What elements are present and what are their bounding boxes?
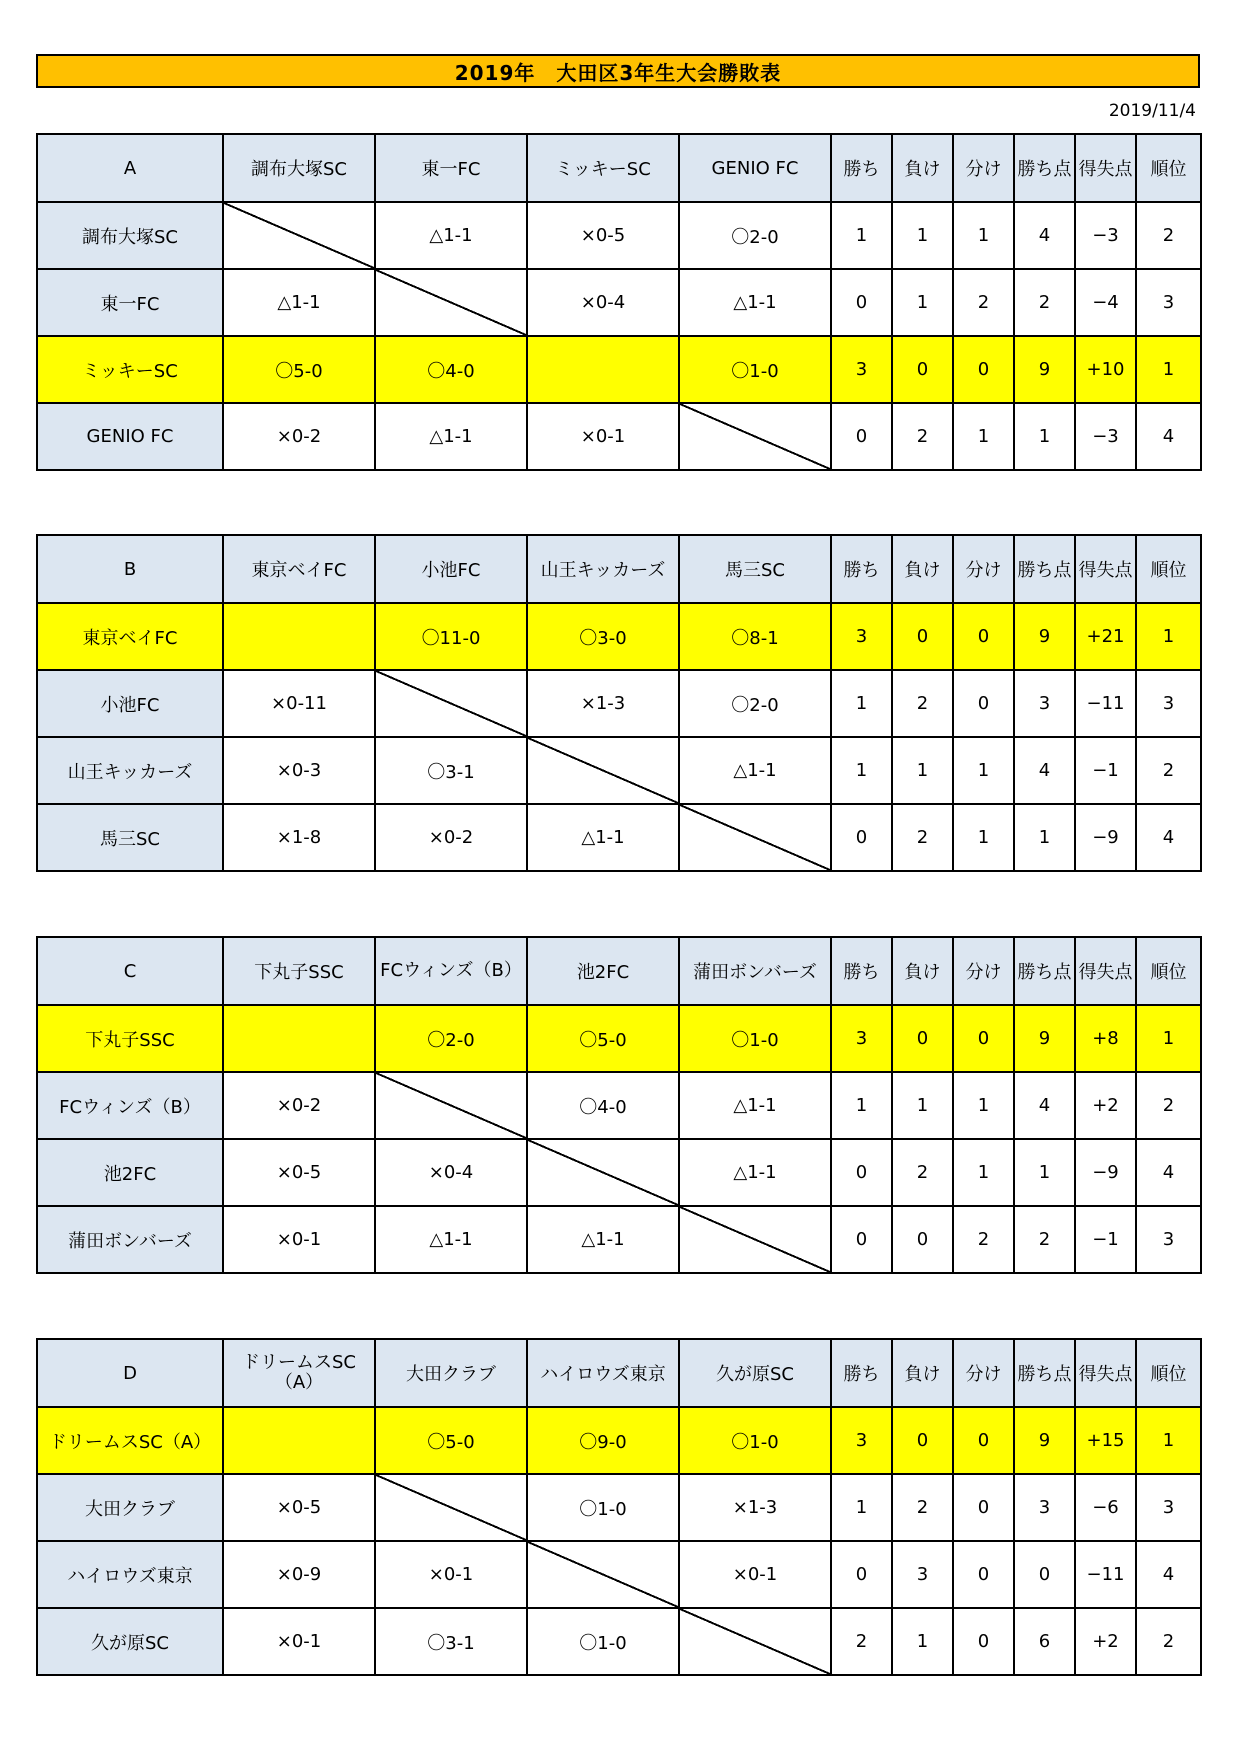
diagonal-cell (223, 1005, 375, 1072)
stat-value: 9 (1014, 336, 1075, 403)
stat-value: −9 (1075, 1139, 1136, 1206)
table-row (37, 603, 1201, 670)
match-result: 〇2-0 (375, 1005, 527, 1072)
stat-value: 0 (831, 1541, 892, 1608)
stat-value: 1 (831, 1072, 892, 1139)
stat-value: 0 (831, 804, 892, 871)
stat-value: +8 (1075, 1005, 1136, 1072)
row-team-name: 調布大塚SC (37, 202, 223, 269)
stat-value: 0 (831, 1139, 892, 1206)
table-row (37, 1474, 1201, 1541)
stat-value: 3 (831, 1407, 892, 1474)
stat-value: 0 (953, 603, 1014, 670)
row-team-name: 山王キッカーズ (37, 737, 223, 804)
column-team-header: 大田クラブ (375, 1339, 527, 1407)
stat-value: +10 (1075, 336, 1136, 403)
stat-header: 順位 (1136, 134, 1201, 202)
column-team-header: 馬三SC (679, 535, 831, 603)
stat-value: −1 (1075, 1206, 1136, 1273)
stat-value: 2 (892, 670, 953, 737)
stat-value: 0 (892, 336, 953, 403)
stat-value: 1 (953, 804, 1014, 871)
page-title: 2019年 大田区3年生大会勝敗表 (36, 54, 1200, 88)
stat-value: 1 (1136, 1407, 1201, 1474)
column-team-header: 久が原SC (679, 1339, 831, 1407)
stat-value: −11 (1075, 1541, 1136, 1608)
column-team-header: ミッキーSC (527, 134, 679, 202)
stat-header: 得失点 (1075, 134, 1136, 202)
league-table-c (36, 936, 1202, 1274)
diagonal-cell (375, 1072, 527, 1139)
diagonal-cell (527, 1139, 679, 1206)
stat-header: 勝ち (831, 535, 892, 603)
group-label: B (37, 535, 223, 603)
stat-value: 3 (831, 1005, 892, 1072)
match-result: △1-1 (679, 737, 831, 804)
match-result: ×0-2 (375, 804, 527, 871)
group-label: A (37, 134, 223, 202)
stat-header: 分け (953, 937, 1014, 1005)
row-team-name: ドリームスSC（A） (37, 1407, 223, 1474)
column-team-header: 調布大塚SC (223, 134, 375, 202)
stat-header: 負け (892, 134, 953, 202)
match-result: 〇5-0 (375, 1407, 527, 1474)
diagonal-cell (223, 1407, 375, 1474)
stat-value: 9 (1014, 603, 1075, 670)
stat-header: 分け (953, 1339, 1014, 1407)
diagonal-cell (679, 804, 831, 871)
stat-value: 1 (831, 737, 892, 804)
stat-value: 0 (1014, 1541, 1075, 1608)
table-row (37, 670, 1201, 737)
stat-header: 勝ち点 (1014, 937, 1075, 1005)
row-team-name: 東京ベイFC (37, 603, 223, 670)
diagonal-cell (527, 336, 679, 403)
stat-header: 順位 (1136, 1339, 1201, 1407)
stat-value: −9 (1075, 804, 1136, 871)
group-label: C (37, 937, 223, 1005)
stat-value: 0 (953, 336, 1014, 403)
table-row (37, 336, 1201, 403)
stat-value: 1 (953, 202, 1014, 269)
match-result: △1-1 (527, 1206, 679, 1273)
table-row (37, 1206, 1201, 1273)
stat-value: 0 (892, 1206, 953, 1273)
stat-value: 4 (1136, 403, 1201, 470)
table-row (37, 1139, 1201, 1206)
stat-value: 9 (1014, 1407, 1075, 1474)
match-result: ×1-3 (679, 1474, 831, 1541)
stat-value: 3 (1014, 670, 1075, 737)
diagonal-cell (527, 1541, 679, 1608)
table-row (37, 804, 1201, 871)
match-result: ×0-1 (223, 1608, 375, 1675)
column-team-header: FCウィンズ（B） (375, 937, 527, 1005)
stat-value: 2 (1136, 1072, 1201, 1139)
stat-value: 2 (1014, 1206, 1075, 1273)
match-result: △1-1 (375, 403, 527, 470)
column-team-header: 東京ベイFC (223, 535, 375, 603)
row-team-name: 東一FC (37, 269, 223, 336)
match-result: 〇3-1 (375, 737, 527, 804)
stat-value: 0 (953, 1608, 1014, 1675)
diagonal-cell (375, 670, 527, 737)
stat-value: 2 (1136, 737, 1201, 804)
stat-value: 1 (831, 1474, 892, 1541)
stat-value: 4 (1014, 737, 1075, 804)
match-result: 〇2-0 (679, 202, 831, 269)
table-row (37, 1407, 1201, 1474)
match-result: ×0-4 (375, 1139, 527, 1206)
stat-value: 1 (831, 670, 892, 737)
stat-value: +15 (1075, 1407, 1136, 1474)
stat-header: 勝ち点 (1014, 1339, 1075, 1407)
match-result: 〇1-0 (679, 1407, 831, 1474)
stat-header: 勝ち (831, 134, 892, 202)
stat-header: 負け (892, 535, 953, 603)
row-team-name: 大田クラブ (37, 1474, 223, 1541)
stat-header: 勝ち点 (1014, 134, 1075, 202)
match-result: 〇5-0 (527, 1005, 679, 1072)
match-result: 〇11-0 (375, 603, 527, 670)
row-team-name: GENIO FC (37, 403, 223, 470)
match-result: △1-1 (375, 1206, 527, 1273)
stat-value: 1 (1136, 336, 1201, 403)
column-team-header: 池2FC (527, 937, 679, 1005)
match-result: ×0-5 (223, 1139, 375, 1206)
stat-value: 1 (831, 202, 892, 269)
league-table-a (36, 133, 1202, 471)
stat-value: 2 (831, 1608, 892, 1675)
match-result: 〇3-1 (375, 1608, 527, 1675)
match-result: ×0-9 (223, 1541, 375, 1608)
match-result: △1-1 (375, 202, 527, 269)
stat-value: 3 (1136, 269, 1201, 336)
stat-value: 0 (953, 1005, 1014, 1072)
stat-value: 3 (831, 603, 892, 670)
stat-header: 分け (953, 134, 1014, 202)
table-row (37, 403, 1201, 470)
stat-value: 4 (1136, 1139, 1201, 1206)
stat-value: 1 (892, 737, 953, 804)
match-result: ×0-1 (375, 1541, 527, 1608)
stat-value: 1 (892, 1608, 953, 1675)
table-row (37, 1608, 1201, 1675)
column-team-header: 小池FC (375, 535, 527, 603)
match-result: ×0-2 (223, 403, 375, 470)
stat-value: 3 (831, 336, 892, 403)
match-result: 〇1-0 (527, 1608, 679, 1675)
match-result: 〇1-0 (679, 336, 831, 403)
row-team-name: 蒲田ボンバーズ (37, 1206, 223, 1273)
diagonal-cell (375, 1474, 527, 1541)
stat-value: 1 (1014, 1139, 1075, 1206)
stat-header: 負け (892, 1339, 953, 1407)
column-team-header: 山王キッカーズ (527, 535, 679, 603)
row-team-name: 下丸子SSC (37, 1005, 223, 1072)
stat-value: 9 (1014, 1005, 1075, 1072)
stat-value: −6 (1075, 1474, 1136, 1541)
stat-header: 分け (953, 535, 1014, 603)
table-row (37, 1072, 1201, 1139)
match-result: ×1-8 (223, 804, 375, 871)
stat-value: 2 (892, 1474, 953, 1541)
stat-value: −11 (1075, 670, 1136, 737)
match-result: ×1-3 (527, 670, 679, 737)
match-result: 〇1-0 (679, 1005, 831, 1072)
column-team-header: ドリームスSC（A） (223, 1339, 375, 1407)
match-result: △1-1 (679, 1139, 831, 1206)
match-result: 〇8-1 (679, 603, 831, 670)
stat-header: 順位 (1136, 937, 1201, 1005)
diagonal-cell (375, 269, 527, 336)
column-team-header: ハイロウズ東京 (527, 1339, 679, 1407)
match-result: 〇2-0 (679, 670, 831, 737)
stat-value: 0 (953, 1541, 1014, 1608)
diagonal-cell (527, 737, 679, 804)
stat-value: −3 (1075, 202, 1136, 269)
stat-value: 3 (892, 1541, 953, 1608)
row-team-name: 久が原SC (37, 1608, 223, 1675)
table-row (37, 1005, 1201, 1072)
row-team-name: ハイロウズ東京 (37, 1541, 223, 1608)
diagonal-cell (679, 1206, 831, 1273)
column-team-header: 蒲田ボンバーズ (679, 937, 831, 1005)
stat-value: 2 (1136, 202, 1201, 269)
stat-value: 0 (892, 1407, 953, 1474)
stat-value: 0 (892, 603, 953, 670)
stat-value: +21 (1075, 603, 1136, 670)
stat-header: 勝ち (831, 1339, 892, 1407)
row-team-name: FCウィンズ（B） (37, 1072, 223, 1139)
match-result: ×0-1 (527, 403, 679, 470)
stat-header: 得失点 (1075, 535, 1136, 603)
stat-value: 2 (1014, 269, 1075, 336)
stat-header: 得失点 (1075, 937, 1136, 1005)
group-label: D (37, 1339, 223, 1407)
date-label: 2019/11/4 (1108, 101, 1196, 121)
stat-value: 0 (953, 1474, 1014, 1541)
stat-value: 4 (1014, 202, 1075, 269)
stat-header: 得失点 (1075, 1339, 1136, 1407)
match-result: ×0-1 (679, 1541, 831, 1608)
match-result: ×0-3 (223, 737, 375, 804)
stat-header: 勝ち点 (1014, 535, 1075, 603)
stat-value: 0 (892, 1005, 953, 1072)
stat-value: −3 (1075, 403, 1136, 470)
league-table-d (36, 1338, 1202, 1676)
column-team-header: 東一FC (375, 134, 527, 202)
stat-value: 1 (953, 403, 1014, 470)
row-team-name: 小池FC (37, 670, 223, 737)
stat-value: 4 (1136, 804, 1201, 871)
stat-value: 2 (892, 804, 953, 871)
stat-value: 0 (831, 403, 892, 470)
stat-value: 0 (831, 1206, 892, 1273)
stat-value: +2 (1075, 1072, 1136, 1139)
stat-value: 1 (1014, 403, 1075, 470)
stat-value: 3 (1136, 1474, 1201, 1541)
table-row (37, 269, 1201, 336)
row-team-name: 池2FC (37, 1139, 223, 1206)
stat-value: 4 (1136, 1541, 1201, 1608)
diagonal-cell (679, 1608, 831, 1675)
match-result: 〇1-0 (527, 1474, 679, 1541)
stat-value: 3 (1014, 1474, 1075, 1541)
column-team-header: GENIO FC (679, 134, 831, 202)
stat-value: −4 (1075, 269, 1136, 336)
stat-value: 1 (953, 1139, 1014, 1206)
match-result: △1-1 (223, 269, 375, 336)
diagonal-cell (679, 403, 831, 470)
row-team-name: 馬三SC (37, 804, 223, 871)
column-team-header: 下丸子SSC (223, 937, 375, 1005)
stat-header: 勝ち (831, 937, 892, 1005)
table-row (37, 737, 1201, 804)
table-row (37, 1541, 1201, 1608)
stat-value: 1 (892, 269, 953, 336)
stat-value: 0 (831, 269, 892, 336)
stat-value: 1 (1136, 1005, 1201, 1072)
match-result: △1-1 (679, 269, 831, 336)
match-result: 〇4-0 (375, 336, 527, 403)
match-result: 〇9-0 (527, 1407, 679, 1474)
stat-header: 順位 (1136, 535, 1201, 603)
match-result: ×0-4 (527, 269, 679, 336)
stat-value: 1 (892, 202, 953, 269)
stat-value: 2 (892, 1139, 953, 1206)
stat-value: 2 (953, 1206, 1014, 1273)
match-result: 〇4-0 (527, 1072, 679, 1139)
match-result: 〇3-0 (527, 603, 679, 670)
match-result: ×0-1 (223, 1206, 375, 1273)
stat-value: 3 (1136, 670, 1201, 737)
match-result: ×0-11 (223, 670, 375, 737)
stat-value: 1 (1014, 804, 1075, 871)
match-result: ×0-5 (527, 202, 679, 269)
stat-value: 2 (892, 403, 953, 470)
stat-value: 1 (1136, 603, 1201, 670)
match-result: ×0-2 (223, 1072, 375, 1139)
match-result: ×0-5 (223, 1474, 375, 1541)
stat-value: 3 (1136, 1206, 1201, 1273)
stat-value: 2 (953, 269, 1014, 336)
table-row (37, 202, 1201, 269)
stat-value: 2 (1136, 1608, 1201, 1675)
diagonal-cell (223, 202, 375, 269)
stat-value: 1 (892, 1072, 953, 1139)
stat-value: −1 (1075, 737, 1136, 804)
stat-value: 6 (1014, 1608, 1075, 1675)
stat-value: 4 (1014, 1072, 1075, 1139)
stat-value: +2 (1075, 1608, 1136, 1675)
match-result: 〇5-0 (223, 336, 375, 403)
stat-value: 0 (953, 670, 1014, 737)
stat-value: 0 (953, 1407, 1014, 1474)
league-table-b (36, 534, 1202, 872)
stat-value: 1 (953, 737, 1014, 804)
match-result: △1-1 (679, 1072, 831, 1139)
stat-value: 1 (953, 1072, 1014, 1139)
row-team-name: ミッキーSC (37, 336, 223, 403)
match-result: △1-1 (527, 804, 679, 871)
diagonal-cell (223, 603, 375, 670)
stat-header: 負け (892, 937, 953, 1005)
